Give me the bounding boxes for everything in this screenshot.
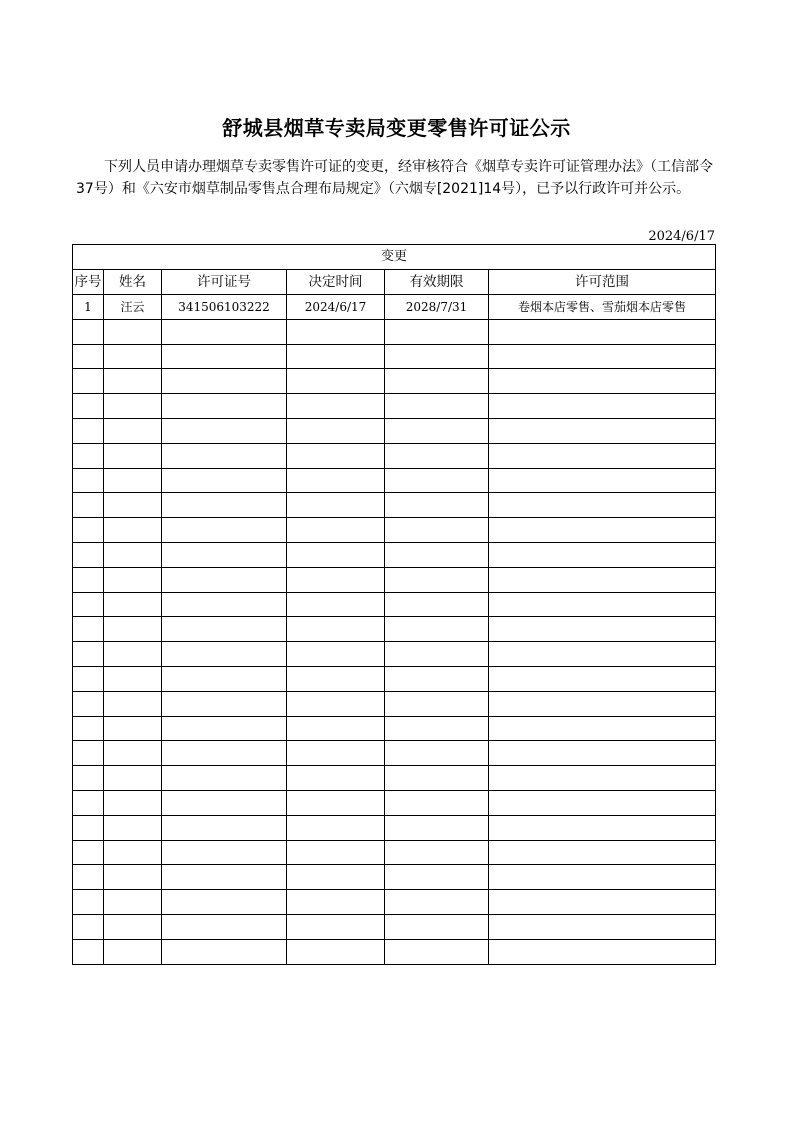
cell-name (104, 493, 162, 518)
cell-name (104, 691, 162, 716)
cell-valid-until (385, 815, 489, 840)
cell-name (104, 741, 162, 766)
cell-name (104, 666, 162, 691)
cell-index (73, 890, 104, 915)
cell-valid-until (385, 914, 489, 939)
table-row (73, 493, 716, 518)
permit-change-table (72, 244, 716, 965)
cell-name (104, 815, 162, 840)
cell-decision-date (287, 319, 385, 344)
cell-name (104, 865, 162, 890)
cell-permit-number (162, 418, 287, 443)
cell-name (104, 344, 162, 369)
table-row (73, 394, 716, 419)
cell-decision-date (287, 691, 385, 716)
cell-permit-number (162, 468, 287, 493)
cell-decision-date (287, 865, 385, 890)
cell-name (104, 369, 162, 394)
table-row (73, 642, 716, 667)
cell-valid-until (385, 790, 489, 815)
cell-index (73, 418, 104, 443)
table-row (73, 914, 716, 939)
cell-index (73, 493, 104, 518)
cell-decision-date (287, 418, 385, 443)
cell-name (104, 518, 162, 543)
cell-permit-scope (489, 890, 716, 915)
cell-permit-number (162, 666, 287, 691)
cell-index (73, 319, 104, 344)
table-row (73, 369, 716, 394)
cell-valid-until (385, 518, 489, 543)
cell-valid-until (385, 319, 489, 344)
cell-name (104, 319, 162, 344)
cell-permit-number (162, 443, 287, 468)
cell-decision-date (287, 766, 385, 791)
cell-valid-until (385, 394, 489, 419)
cell-index: 1 (73, 295, 104, 320)
column-header-name: 姓名 (104, 270, 162, 295)
cell-permit-scope (489, 468, 716, 493)
cell-permit-scope (489, 319, 716, 344)
cell-decision-date (287, 542, 385, 567)
cell-permit-number (162, 567, 287, 592)
cell-permit-number (162, 741, 287, 766)
cell-permit-number (162, 840, 287, 865)
cell-permit-scope (489, 617, 716, 642)
cell-decision-date (287, 716, 385, 741)
cell-valid-until (385, 617, 489, 642)
cell-permit-scope (489, 914, 716, 939)
cell-permit-scope (489, 840, 716, 865)
cell-permit-number (162, 890, 287, 915)
cell-decision-date (287, 914, 385, 939)
cell-permit-number (162, 344, 287, 369)
cell-decision-date (287, 815, 385, 840)
cell-valid-until (385, 642, 489, 667)
cell-name (104, 790, 162, 815)
cell-permit-number (162, 642, 287, 667)
page-title: 舒城县烟草专卖局变更零售许可证公示 (222, 116, 571, 140)
cell-permit-scope (489, 369, 716, 394)
cell-permit-scope: 卷烟本店零售、雪茄烟本店零售 (489, 295, 716, 320)
cell-index (73, 666, 104, 691)
table-row (73, 468, 716, 493)
table-row (73, 666, 716, 691)
cell-valid-until (385, 493, 489, 518)
cell-index (73, 691, 104, 716)
cell-name (104, 592, 162, 617)
cell-permit-number (162, 617, 287, 642)
cell-decision-date (287, 518, 385, 543)
cell-index (73, 542, 104, 567)
cell-permit-scope (489, 394, 716, 419)
cell-index (73, 344, 104, 369)
cell-permit-number (162, 493, 287, 518)
table-row (73, 443, 716, 468)
cell-permit-scope (489, 493, 716, 518)
cell-index (73, 840, 104, 865)
cell-decision-date (287, 617, 385, 642)
cell-permit-number (162, 691, 287, 716)
cell-decision-date (287, 840, 385, 865)
cell-index (73, 369, 104, 394)
cell-name (104, 542, 162, 567)
cell-decision-date (287, 394, 385, 419)
table-row (73, 542, 716, 567)
cell-permit-scope (489, 666, 716, 691)
cell-valid-until (385, 716, 489, 741)
cell-permit-number (162, 766, 287, 791)
cell-name (104, 468, 162, 493)
cell-permit-number (162, 815, 287, 840)
cell-permit-scope (489, 542, 716, 567)
cell-name (104, 394, 162, 419)
cell-decision-date (287, 369, 385, 394)
table-row (73, 939, 716, 964)
cell-index (73, 617, 104, 642)
cell-valid-until (385, 691, 489, 716)
cell-decision-date (287, 493, 385, 518)
cell-name (104, 840, 162, 865)
table-row (73, 741, 716, 766)
cell-permit-scope (489, 741, 716, 766)
cell-permit-number (162, 939, 287, 964)
table-row (73, 295, 716, 320)
cell-permit-scope (489, 691, 716, 716)
cell-valid-until (385, 666, 489, 691)
cell-index (73, 518, 104, 543)
cell-valid-until (385, 344, 489, 369)
cell-decision-date (287, 443, 385, 468)
cell-index (73, 790, 104, 815)
cell-index (73, 815, 104, 840)
cell-valid-until (385, 890, 489, 915)
cell-permit-scope (489, 418, 716, 443)
cell-permit-number (162, 790, 287, 815)
cell-name (104, 914, 162, 939)
cell-name (104, 567, 162, 592)
cell-valid-until (385, 567, 489, 592)
cell-valid-until (385, 592, 489, 617)
group-header-cell: 变更 (73, 245, 716, 270)
cell-name (104, 890, 162, 915)
table-row (73, 890, 716, 915)
cell-decision-date (287, 790, 385, 815)
column-header-index: 序号 (73, 270, 104, 295)
cell-permit-scope (489, 815, 716, 840)
cell-permit-number (162, 394, 287, 419)
publication-date: 2024/6/17 (648, 229, 715, 244)
cell-permit-scope (489, 567, 716, 592)
cell-permit-number (162, 369, 287, 394)
cell-name (104, 766, 162, 791)
cell-valid-until (385, 865, 489, 890)
cell-valid-until: 2028/7/31 (385, 295, 489, 320)
cell-decision-date: 2024/6/17 (287, 295, 385, 320)
cell-permit-number (162, 865, 287, 890)
cell-name (104, 642, 162, 667)
cell-decision-date (287, 344, 385, 369)
cell-name (104, 418, 162, 443)
cell-permit-number (162, 716, 287, 741)
cell-index (73, 394, 104, 419)
column-header-permit-number: 许可证号 (162, 270, 287, 295)
table-row (73, 691, 716, 716)
column-header-decision-date: 决定时间 (287, 270, 385, 295)
cell-permit-scope (489, 518, 716, 543)
table-row (73, 518, 716, 543)
cell-decision-date (287, 592, 385, 617)
table-row (73, 617, 716, 642)
cell-valid-until (385, 468, 489, 493)
cell-name (104, 939, 162, 964)
cell-permit-number (162, 914, 287, 939)
cell-valid-until (385, 939, 489, 964)
intro-paragraph: 下列人员申请办理烟草专卖零售许可证的变更，经审核符合《烟草专卖许可证管理办法》（工信部令37号）和《六安市烟草制品零售点合理布局规定》（六烟专[2021]14号），已予以行政许可并公示。 (76, 159, 713, 197)
cell-decision-date (287, 741, 385, 766)
cell-decision-date (287, 567, 385, 592)
cell-permit-number (162, 518, 287, 543)
table-row (73, 790, 716, 815)
cell-permit-scope (489, 790, 716, 815)
cell-permit-scope (489, 766, 716, 791)
table-body (73, 245, 716, 965)
cell-name: 汪云 (104, 295, 162, 320)
table-row (73, 815, 716, 840)
cell-valid-until (385, 418, 489, 443)
cell-decision-date (287, 642, 385, 667)
group-header-row (73, 245, 716, 270)
cell-name (104, 443, 162, 468)
cell-permit-scope (489, 865, 716, 890)
cell-permit-scope (489, 716, 716, 741)
cell-permit-scope (489, 443, 716, 468)
table-row (73, 567, 716, 592)
cell-decision-date (287, 468, 385, 493)
cell-permit-number (162, 542, 287, 567)
cell-index (73, 914, 104, 939)
cell-name (104, 617, 162, 642)
table-row (73, 418, 716, 443)
column-header-permit-scope: 许可范围 (489, 270, 716, 295)
column-header-row (73, 270, 716, 295)
column-header-valid-until: 有效期限 (385, 270, 489, 295)
cell-permit-scope (489, 344, 716, 369)
table-row (73, 766, 716, 791)
table-row (73, 840, 716, 865)
cell-index (73, 766, 104, 791)
cell-index (73, 642, 104, 667)
table-row (73, 865, 716, 890)
table-row (73, 592, 716, 617)
cell-index (73, 741, 104, 766)
cell-permit-scope (489, 592, 716, 617)
cell-index (73, 865, 104, 890)
cell-permit-scope (489, 642, 716, 667)
cell-decision-date (287, 939, 385, 964)
cell-index (73, 443, 104, 468)
table-row (73, 319, 716, 344)
cell-decision-date (287, 666, 385, 691)
cell-decision-date (287, 890, 385, 915)
table-row (73, 344, 716, 369)
cell-valid-until (385, 741, 489, 766)
cell-index (73, 716, 104, 741)
cell-permit-number (162, 592, 287, 617)
cell-valid-until (385, 369, 489, 394)
cell-index (73, 567, 104, 592)
cell-valid-until (385, 443, 489, 468)
cell-valid-until (385, 840, 489, 865)
cell-index (73, 468, 104, 493)
cell-valid-until (385, 542, 489, 567)
cell-permit-number (162, 319, 287, 344)
cell-index (73, 592, 104, 617)
cell-name (104, 716, 162, 741)
cell-valid-until (385, 766, 489, 791)
cell-permit-scope (489, 939, 716, 964)
table-row (73, 716, 716, 741)
cell-permit-number: 341506103222 (162, 295, 287, 320)
cell-index (73, 939, 104, 964)
